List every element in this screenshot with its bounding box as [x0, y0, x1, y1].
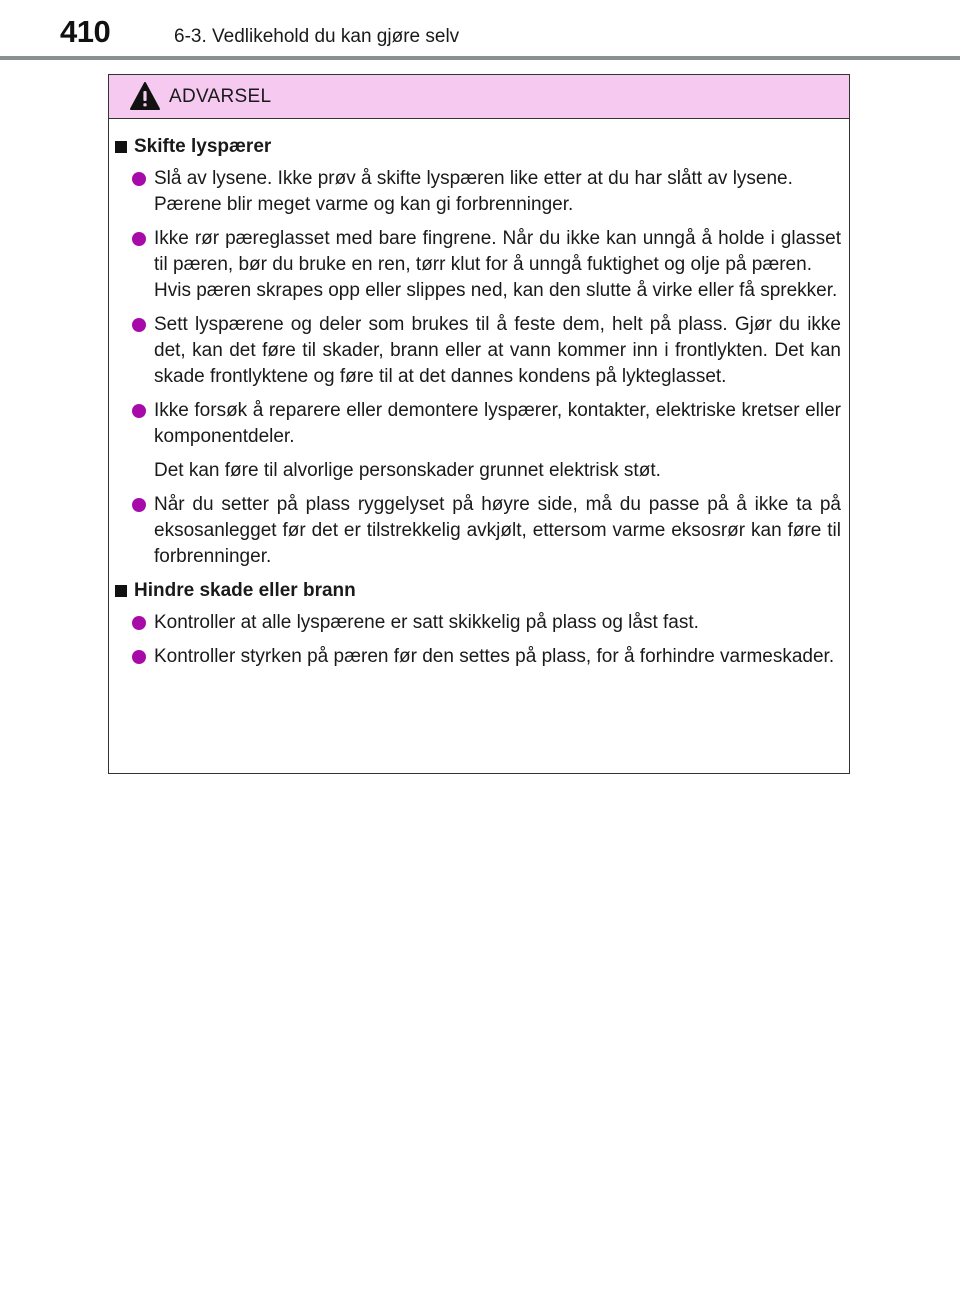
paragraph: Ikke forsøk å reparere eller demontere lyspærer, kontakter, elektriske kretser eller komponentdeler. — [154, 400, 841, 447]
list-item-body — [154, 644, 841, 670]
paragraph: Kontroller at alle lyspærene er satt skikkelig på plass og låst fast. — [154, 612, 699, 633]
page-header — [0, 0, 960, 62]
list-item — [132, 312, 841, 390]
list-item-body — [154, 312, 841, 390]
paragraph: Når du setter på plass ryggelyset på høyre side, må du passe på å ikke ta på eksosanlegget før det er tilstrekkelig avkjølt, ettersom varme eksosrør kan føre til forbrenninger. — [154, 494, 841, 567]
round-bullet-icon — [132, 232, 146, 246]
list-item — [132, 398, 841, 484]
warning-group — [113, 578, 841, 670]
round-bullet-icon — [132, 172, 146, 186]
list-item — [132, 226, 841, 304]
sub-heading — [113, 578, 841, 604]
list-item-body — [154, 492, 841, 570]
header-rule — [0, 56, 960, 60]
black-square-icon — [115, 141, 127, 153]
list-item-body — [154, 610, 841, 636]
list-item-body — [154, 398, 841, 484]
paragraph: Slå av lysene. Ikke prøv å skifte lyspæren like etter at du har slått av lysene. — [154, 168, 793, 189]
round-bullet-icon — [132, 318, 146, 332]
warning-header — [109, 75, 849, 119]
list-item — [132, 610, 841, 636]
sub-heading-text: Hindre skade eller brann — [134, 580, 356, 601]
paragraph: Sett lyspærene og deler som brukes til å feste dem, helt på plass. Gjør du ikke det, kan det føre til skader, brann eller at vann kommer inn i frontlykten. Det kan skade frontlyktene og føre til at det dannes kondens på lykteglasset. — [154, 314, 841, 387]
black-square-icon — [115, 585, 127, 597]
sub-heading — [113, 134, 841, 160]
list-item — [132, 166, 841, 218]
round-bullet-icon — [132, 650, 146, 664]
sub-heading-text: Skifte lyspærer — [134, 136, 272, 157]
round-bullet-icon — [132, 404, 146, 418]
page-number: 410 — [60, 14, 111, 49]
section-title: 6-3. Vedlikehold du kan gjøre selv — [174, 26, 460, 47]
list-item — [132, 492, 841, 570]
paragraph: Ikke rør pæreglasset med bare fingrene. Når du ikke kan unngå å holde i glasset til pæren, bør du bruke en ren, tørr klut for å unngå fuktighet og olje på pæren. — [154, 228, 841, 275]
warning-body — [109, 119, 849, 670]
warning-group — [113, 134, 841, 570]
round-bullet-icon — [132, 498, 146, 512]
warning-triangle-icon — [129, 81, 161, 111]
warning-label: ADVARSEL — [169, 86, 272, 107]
warning-box — [108, 74, 850, 774]
round-bullet-icon — [132, 616, 146, 630]
paragraph: Kontroller styrken på pæren før den settes på plass, for å forhindre varmeskader. — [154, 646, 835, 667]
list-item-body — [154, 226, 841, 304]
paragraph: Hvis pæren skrapes opp eller slippes ned, kan den slutte å virke eller få sprekker. — [154, 280, 838, 301]
list-item-body — [154, 166, 841, 218]
paragraph: Det kan føre til alvorlige personskader grunnet elektrisk støt. — [154, 460, 661, 481]
list-item — [132, 644, 841, 670]
paragraph: Pærene blir meget varme og kan gi forbrenninger. — [154, 194, 574, 215]
